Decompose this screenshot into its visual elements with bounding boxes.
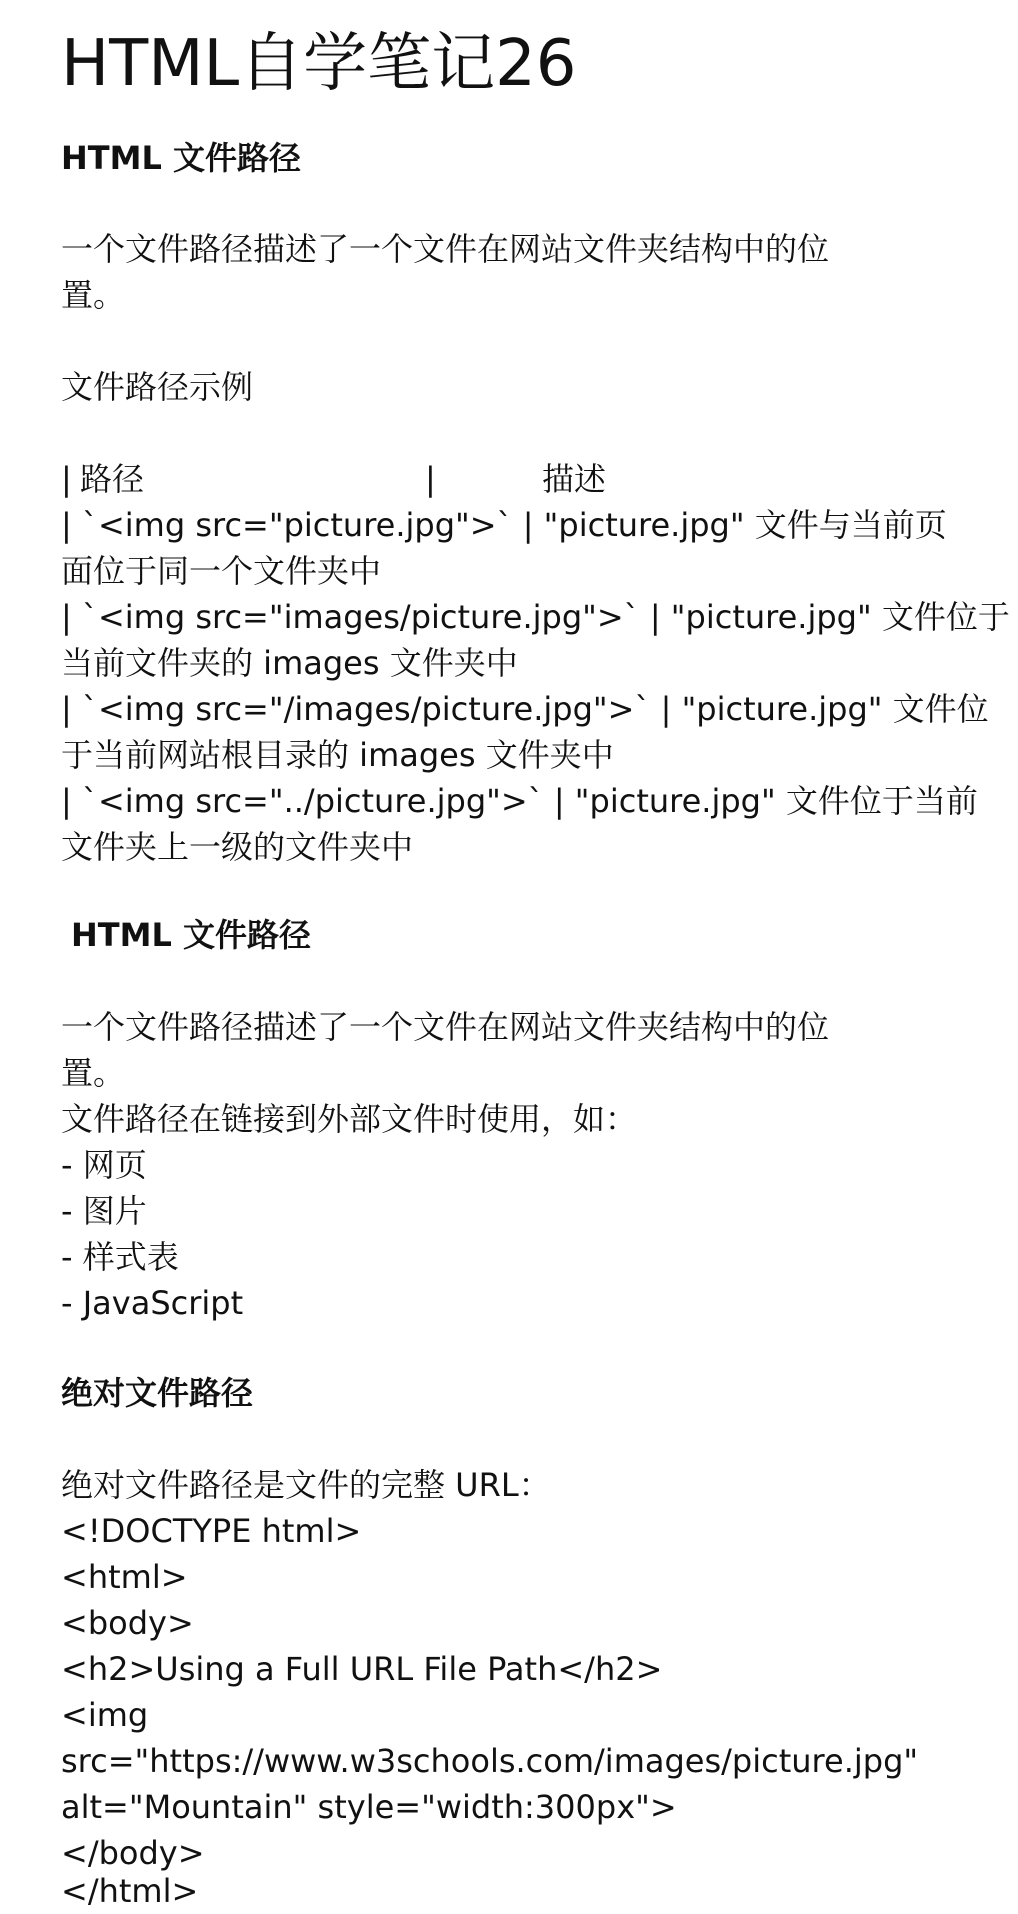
table-bar: | xyxy=(61,460,72,498)
table-row: | `<img src="/images/picture.jpg">` | "picture.jpg" 文件位 xyxy=(61,690,989,728)
table-header-row xyxy=(61,456,961,502)
list-item: - 网页 xyxy=(61,1146,147,1184)
table-header-path: 路径 xyxy=(80,460,145,498)
section-heading-absolute-path: 绝对文件路径 xyxy=(61,1374,254,1412)
code-line: <body> xyxy=(61,1604,194,1642)
list-item: - 样式表 xyxy=(61,1238,179,1276)
intro-line: 一个文件路径描述了一个文件在网站文件夹结构中的位 xyxy=(61,230,830,268)
section-heading-file-path: HTML 文件路径 xyxy=(61,139,301,177)
body-line: 绝对文件路径是文件的完整 URL： xyxy=(61,1466,551,1504)
table-row: 文件夹上一级的文件夹中 xyxy=(61,828,414,866)
body-line: 文件路径在链接到外部文件时使用，如： xyxy=(61,1100,638,1138)
body-line: 置。 xyxy=(61,1054,126,1092)
code-line: <img xyxy=(61,1696,149,1734)
code-line: src="https://www.w3schools.com/images/picture.jpg" xyxy=(61,1742,919,1780)
table-row: | `<img src="images/picture.jpg">` | "picture.jpg" 文件位于 xyxy=(61,598,1010,636)
intro-line: 置。 xyxy=(61,276,126,314)
table-row: | `<img src="../picture.jpg">` | "picture.jpg" 文件位于当前 xyxy=(61,782,978,820)
examples-label: 文件路径示例 xyxy=(61,368,254,406)
page-title: HTML自学笔记26 xyxy=(61,27,577,101)
code-line: alt="Mountain" style="width:300px"> xyxy=(61,1788,677,1826)
table-row: 于当前网站根目录的 images 文件夹中 xyxy=(61,736,614,774)
table-row: | `<img src="picture.jpg">` | "picture.jpg" 文件与当前页 xyxy=(61,506,947,544)
code-line: </body> xyxy=(61,1834,205,1872)
code-line: <html> xyxy=(61,1558,188,1596)
table-header-description: 描述 xyxy=(542,460,607,498)
list-item: - JavaScript xyxy=(61,1284,244,1322)
code-line: <h2>Using a Full URL File Path</h2> xyxy=(61,1650,663,1688)
table-row: 面位于同一个文件夹中 xyxy=(61,552,382,590)
section-heading-file-path-2: HTML 文件路径 xyxy=(71,916,311,954)
list-item: - 图片 xyxy=(61,1192,147,1230)
code-line: <!DOCTYPE html> xyxy=(61,1512,362,1550)
code-line: </html> xyxy=(61,1872,199,1910)
table-row: 当前文件夹的 images 文件夹中 xyxy=(61,644,518,682)
table-bar: | xyxy=(425,460,436,498)
body-line: 一个文件路径描述了一个文件在网站文件夹结构中的位 xyxy=(61,1008,830,1046)
